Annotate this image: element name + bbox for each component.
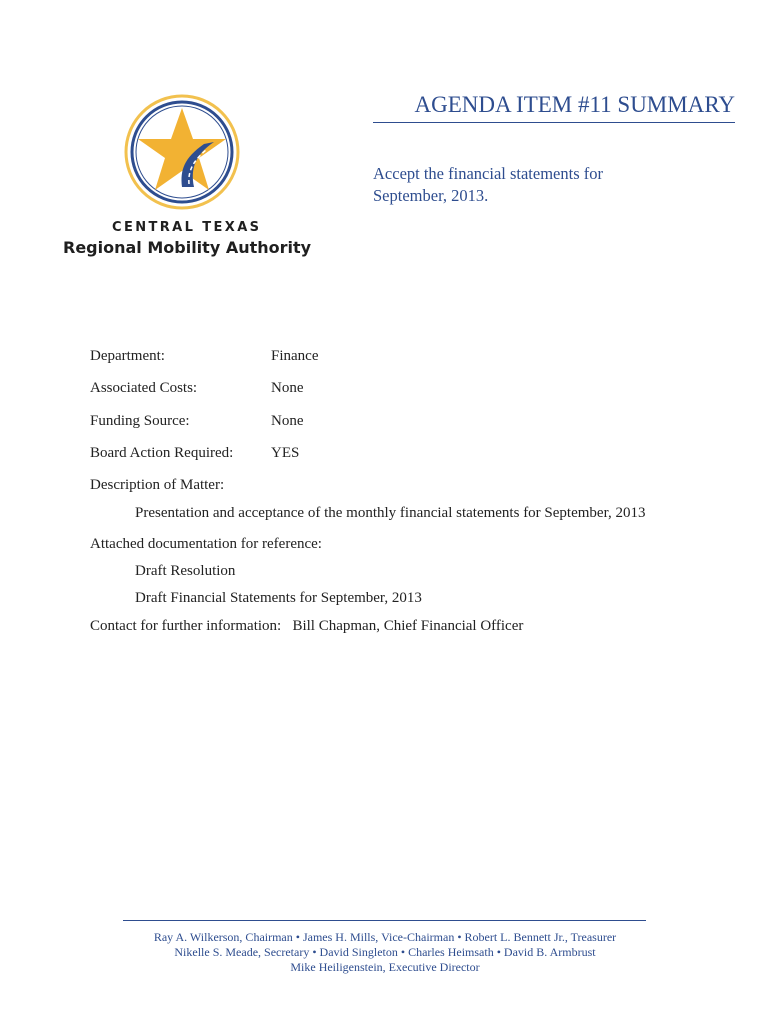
- field-value: YES: [271, 445, 300, 461]
- contact-value: Bill Chapman, Chief Financial Officer: [292, 618, 524, 634]
- logo-text-authority: Regional Mobility Authority: [63, 238, 312, 257]
- field-label: Associated Costs:: [90, 380, 198, 396]
- agenda-title: AGENDA ITEM #11 SUMMARY: [373, 92, 735, 123]
- board-members-footer: [100, 930, 670, 975]
- field-value: None: [271, 413, 304, 429]
- contact-row: [90, 618, 523, 635]
- field-value: None: [271, 380, 304, 396]
- field-label: Department:: [90, 348, 165, 364]
- field-label: Board Action Required:: [90, 445, 234, 461]
- footer-line-3: Mike Heiligenstein, Executive Director: [290, 960, 480, 974]
- description-label: Description of Matter:: [90, 477, 225, 493]
- footer-line-1: Ray A. Wilkerson, Chairman • James H. Mills, Vice-Chairman • Robert L. Bennett Jr., Treasurer: [153, 930, 617, 944]
- attachment-item: Draft Resolution: [135, 563, 236, 579]
- field-label: Funding Source:: [90, 413, 190, 429]
- ctrma-logo: [60, 92, 312, 272]
- requested-action-line-2: September, 2013.: [373, 186, 489, 205]
- requested-action-line-1: Accept the financial statements for: [373, 164, 603, 183]
- footer-divider: [123, 920, 646, 921]
- contact-label: Contact for further information:: [90, 618, 282, 634]
- attachment-item: Draft Financial Statements for September, 2013: [135, 590, 422, 606]
- requested-action: [373, 163, 703, 207]
- logo-text-central-texas: CENTRAL TEXAS: [112, 220, 262, 235]
- star-road-emblem-icon: [122, 92, 242, 212]
- attachments-label: Attached documentation for reference:: [90, 536, 322, 552]
- footer-line-2: Nikelle S. Meade, Secretary • David Singleton • Charles Heimsath • David B. Armbrust: [174, 945, 596, 959]
- description-text: Presentation and acceptance of the monthly financial statements for September, 2013: [135, 505, 646, 521]
- field-value: Finance: [271, 348, 319, 364]
